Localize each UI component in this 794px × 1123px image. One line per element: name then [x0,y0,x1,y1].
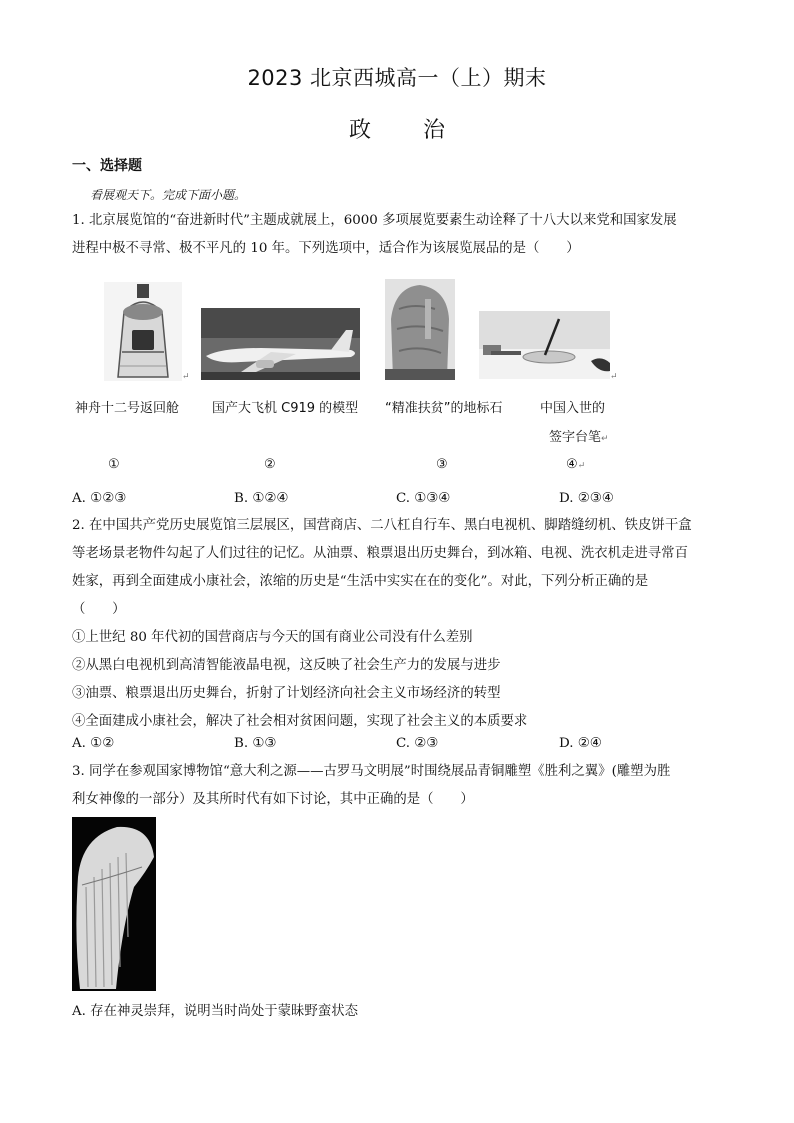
subject-char-1: 政 [348,118,371,143]
q2-text [72,512,722,736]
q1-option-c: C. ①③④ [396,491,451,506]
image-number-4: ④↵ [566,457,586,472]
q1-option-b: B. ①②④ [234,491,289,506]
q3-line-2: 利女神像的一部分）及其所时代有如下讨论，其中正确的是（ ） [72,792,474,807]
q2-option-a: A. ①② [72,736,115,751]
q2-item-1: ①上世纪 80 年代初的国营商店与今天的国有商业公司没有什么差别 [72,630,473,645]
q1-text [72,207,722,263]
q3-line-1: 3. 同学在参观国家博物馆“意大利之源——古罗马文明展”时围绕展品青铜雕塑《胜利之翼》(雕塑为胜 [72,764,671,779]
capsule-image [104,282,182,381]
return-mark-2: ↵ [610,372,618,382]
q1-line-1: 1. 北京展览馆的“奋进新时代”主题成就展上，6000 多项展览要素生动诠释了十八大以来党和国家发展 [72,213,677,228]
return-mark-3: ↵ [601,434,609,444]
page-title: 2023 北京西城高一（上）期末 [247,66,547,90]
return-mark-1: ↵ [182,372,190,382]
image-number-1: ① [108,457,120,472]
q2-line-1: 2. 在中国共产党历史展览馆三层展区，国营商店、二八杠自行车、黑白电视机、脚踏缝纫机、铁皮饼干盒 [72,518,692,533]
subject-heading [0,113,794,144]
image-number-3: ③ [436,457,448,472]
caption-stone: “精准扶贫”的地标石 [385,401,503,416]
c919-image [201,308,360,380]
q2-line-2: 等老场景老物件勾起了人们过往的记忆。从油票、粮票退出历史舞台，到冰箱、电视、洗衣机走进寻常百 [72,546,688,561]
caption-pen-line-2: 签字台笔↵ [549,430,609,445]
signing-pen-image [479,311,610,379]
caption-pen-line-1: 中国入世的 [540,401,606,416]
q2-item-3: ③油票、粮票退出历史舞台，折射了计划经济向社会主义市场经济的转型 [72,686,501,701]
caption-c919: 国产大飞机 C919 的模型 [212,401,359,416]
q2-item-2: ②从黑白电视机到高清智能液晶电视，这反映了社会生产力的发展与进步 [72,658,501,673]
landmark-stone-image [385,279,455,380]
section-intro: 看展观天下。完成下面小题。 [90,188,247,202]
return-mark-4: ↵ [577,461,586,471]
q2-line-4: （ ） [72,602,126,617]
q3-option-a: A. 存在神灵崇拜，说明当时尚处于蒙昧野蛮状态 [72,1004,358,1019]
q1-option-d: D. ②③④ [559,491,614,506]
q1-line-2: 进程中极不寻常、极不平凡的 10 年。下列选项中，适合作为该展览展品的是（ ） [72,241,580,256]
image-number-2: ② [264,457,276,472]
q3-text [72,758,722,814]
section-heading: 一、选择题 [72,158,142,174]
q2-option-d: D. ②④ [559,736,602,751]
q1-option-a: A. ①②③ [72,491,127,506]
caption-capsule: 神舟十二号返回舱 [75,401,180,416]
q2-option-c: C. ②③ [396,736,439,751]
q2-item-4: ④全面建成小康社会，解决了社会相对贫困问题，实现了社会主义的本质要求 [72,714,528,729]
q2-line-3: 姓家，再到全面建成小康社会，浓缩的历史是“生活中实实在在的变化”。对此，下列分析正确的是 [72,574,649,589]
q2-option-b: B. ①③ [234,736,277,751]
wing-sculpture-image [72,817,156,991]
subject-char-2: 治 [423,118,446,143]
